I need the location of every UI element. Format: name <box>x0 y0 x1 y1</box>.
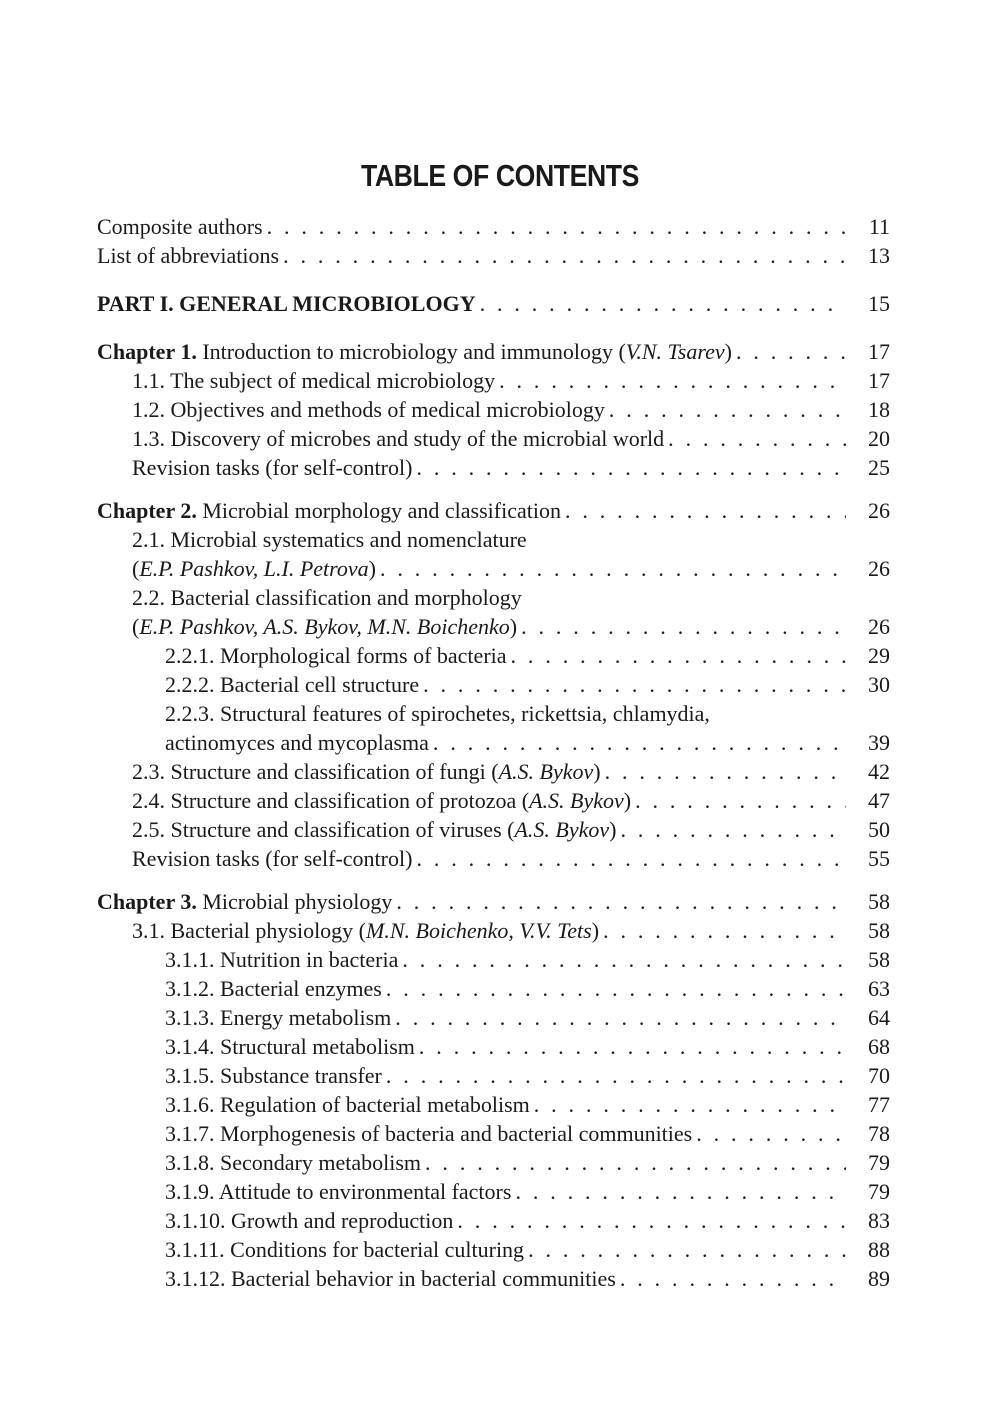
section-author: A.S. Bykov <box>514 817 610 842</box>
toc-entry-label: 2.2. Bacterial classification and morphology <box>132 585 522 610</box>
toc-entry <box>97 1177 890 1206</box>
toc-part-label: PART I. GENERAL MICROBIOLOGY <box>97 291 476 316</box>
toc-page-number: 25 <box>868 455 890 480</box>
dot-leader <box>480 289 846 318</box>
dot-leader <box>603 916 846 945</box>
section-title: 2.3. Structure and classification of fungi ( <box>132 759 499 784</box>
dot-leader <box>605 757 846 786</box>
toc-page-number: 68 <box>868 1034 890 1059</box>
section-author: E.P. Pashkov, L.I. Petrova <box>139 556 369 581</box>
close-paren: ) <box>591 918 600 943</box>
toc-entry-label: 3.1.2. Bacterial enzymes <box>165 976 382 1001</box>
toc-entry <box>97 916 890 945</box>
section-author: M.N. Boichenko, V.V. Tets <box>366 918 592 943</box>
dot-leader <box>425 1148 846 1177</box>
dot-leader <box>267 212 846 241</box>
toc-entry <box>97 757 890 786</box>
toc-entry <box>97 844 890 873</box>
toc-entry-label: 3.1.11. Conditions for bacterial culturing <box>165 1237 525 1262</box>
section-author: A.S. Bykov <box>529 788 624 813</box>
section-title: 2.4. Structure and classification of protozoa ( <box>132 788 530 813</box>
toc-entry <box>97 1264 890 1293</box>
toc-page-number: 78 <box>868 1121 890 1146</box>
chapter-number: Chapter 3. <box>97 889 197 914</box>
dot-leader <box>668 424 846 453</box>
toc-page-number: 63 <box>868 976 890 1001</box>
toc-entry-label <box>132 554 376 583</box>
toc-entry-label: 3.1.6. Regulation of bacterial metabolism <box>165 1092 530 1117</box>
close-paren: ) <box>724 339 732 364</box>
section-title: 3.1. Bacterial physiology ( <box>132 918 367 943</box>
close-paren: ) <box>609 817 617 842</box>
toc-entry <box>97 1235 890 1264</box>
page-title: TABLE OF CONTENTS <box>360 158 640 193</box>
section-author: E.P. Pashkov, A.S. Bykov, M.N. Boichenko <box>139 614 510 639</box>
dot-leader <box>423 670 846 699</box>
toc-page-number: 26 <box>868 614 890 639</box>
toc-entry <box>97 583 890 612</box>
toc-entry <box>97 395 890 424</box>
dot-leader <box>402 945 846 974</box>
dot-leader <box>380 554 846 583</box>
toc-entry-label: 3.1.4. Structural metabolism <box>165 1034 415 1059</box>
dot-leader <box>736 337 846 366</box>
toc-entry-label: 1.1. The subject of medical microbiology <box>132 368 496 393</box>
toc-entry-label: 3.1.10. Growth and reproduction <box>165 1208 454 1233</box>
table-of-contents <box>97 212 890 1293</box>
chapter-title: Microbial morphology and classification <box>196 498 561 523</box>
toc-entry <box>97 641 890 670</box>
toc-page-number: 55 <box>868 846 890 871</box>
toc-entry-label <box>97 496 561 525</box>
toc-page-number: 88 <box>868 1237 890 1262</box>
toc-page-number: 13 <box>868 243 890 268</box>
toc-entry-label: List of abbreviations <box>97 243 280 268</box>
dot-leader <box>511 641 846 670</box>
toc-entry-label: 3.1.9. Attitude to environmental factors <box>165 1179 512 1204</box>
toc-entry <box>97 815 890 844</box>
toc-page-number: 79 <box>868 1179 890 1204</box>
dot-leader <box>635 786 846 815</box>
dot-leader <box>609 395 846 424</box>
toc-entry <box>97 1061 890 1090</box>
toc-page-number: 11 <box>868 214 890 239</box>
toc-entry <box>97 786 890 815</box>
dot-leader <box>386 974 846 1003</box>
toc-entry-label: Composite authors <box>97 214 263 239</box>
toc-entry-label <box>97 887 392 916</box>
toc-entry-label <box>132 815 616 844</box>
toc-entry-label: 3.1.7. Morphogenesis of bacteria and bacterial communities <box>165 1121 693 1146</box>
toc-entry <box>97 453 890 482</box>
toc-entry <box>97 212 890 241</box>
dot-leader <box>696 1119 846 1148</box>
toc-part-heading <box>97 289 890 318</box>
dot-leader <box>565 496 846 525</box>
toc-entry-label <box>132 757 601 786</box>
toc-page-number: 58 <box>868 889 890 914</box>
dot-leader <box>283 241 846 270</box>
toc-entry-label: 3.1.3. Energy metabolism <box>165 1005 392 1030</box>
toc-entry-label <box>132 786 631 815</box>
close-paren: ) <box>623 788 632 813</box>
toc-entry-label: 2.2.1. Morphological forms of bacteria <box>165 643 507 668</box>
toc-entry-label: 2.1. Microbial systematics and nomenclature <box>132 527 527 552</box>
toc-entry <box>97 525 890 554</box>
toc-entry-label: 1.3. Discovery of microbes and study of the microbial world <box>132 426 665 451</box>
toc-page-number: 42 <box>868 759 890 784</box>
toc-chapter-entry <box>97 887 890 916</box>
dot-leader <box>521 612 846 641</box>
open-paren: ( <box>132 614 140 639</box>
toc-entry <box>97 1090 890 1119</box>
dot-leader <box>395 1003 846 1032</box>
toc-entry-label: Revision tasks (for self-control) <box>132 455 413 480</box>
section-title: 2.5. Structure and classification of viruses ( <box>132 817 515 842</box>
close-paren: ) <box>368 556 376 581</box>
toc-page-number: 58 <box>868 947 890 972</box>
toc-page-number: 30 <box>868 672 890 697</box>
toc-entry <box>97 241 890 270</box>
dot-leader <box>419 1032 846 1061</box>
toc-entry <box>97 974 890 1003</box>
toc-page-number: 89 <box>868 1266 890 1291</box>
dot-leader <box>396 887 846 916</box>
toc-entry-label: 3.1.5. Substance transfer <box>165 1063 382 1088</box>
toc-entry <box>97 366 890 395</box>
dot-leader <box>515 1177 846 1206</box>
toc-page-number: 29 <box>868 643 890 668</box>
dot-leader <box>528 1235 846 1264</box>
dot-leader <box>499 366 846 395</box>
toc-entry-continuation <box>97 612 890 641</box>
dot-leader <box>457 1206 846 1235</box>
toc-entry-continuation <box>97 728 890 757</box>
close-paren: ) <box>509 614 518 639</box>
dot-leader <box>534 1090 846 1119</box>
toc-chapter-entry <box>97 496 890 525</box>
dot-leader <box>416 844 846 873</box>
toc-entry-label: 1.2. Objectives and methods of medical microbiology <box>132 397 605 422</box>
toc-page-number: 18 <box>868 397 890 422</box>
toc-entry <box>97 1032 890 1061</box>
toc-entry-label <box>97 337 732 366</box>
toc-page-number: 83 <box>868 1208 890 1233</box>
toc-page-number: 77 <box>868 1092 890 1117</box>
chapter-author: V.N. Tsarev <box>625 339 725 364</box>
toc-entry <box>97 945 890 974</box>
toc-page-number: 79 <box>868 1150 890 1175</box>
dot-leader <box>620 815 846 844</box>
section-author: A.S. Bykov <box>498 759 594 784</box>
toc-entry-label: 2.2.2. Bacterial cell structure <box>165 672 420 697</box>
toc-page-number: 17 <box>868 368 890 393</box>
toc-page-number: 50 <box>868 817 890 842</box>
toc-page-number: 64 <box>868 1005 890 1030</box>
toc-entry-label <box>132 612 517 641</box>
dot-leader <box>386 1061 846 1090</box>
toc-page-number: 47 <box>868 788 890 813</box>
toc-entry-label: 3.1.12. Bacterial behavior in bacterial communities <box>165 1266 616 1291</box>
toc-page-number: 58 <box>868 918 890 943</box>
chapter-number: Chapter 1. <box>97 339 197 364</box>
toc-page-number: 39 <box>868 730 890 755</box>
toc-entry-label: 3.1.1. Nutrition in bacteria <box>165 947 399 972</box>
open-paren: ( <box>132 556 140 581</box>
toc-entry-label: Revision tasks (for self-control) <box>132 846 413 871</box>
close-paren: ) <box>593 759 601 784</box>
chapter-title: Microbial physiology <box>196 889 393 914</box>
toc-page-number: 26 <box>868 498 890 523</box>
toc-entry <box>97 424 890 453</box>
toc-page-number: 20 <box>868 426 890 451</box>
chapter-title: Introduction to microbiology and immunology ( <box>196 339 626 364</box>
chapter-number: Chapter 2. <box>97 498 197 523</box>
toc-entry <box>97 1148 890 1177</box>
toc-entry <box>97 699 890 728</box>
toc-entry-label: 3.1.8. Secondary metabolism <box>165 1150 422 1175</box>
toc-page-number: 26 <box>868 556 890 581</box>
toc-page-number: 17 <box>868 339 890 364</box>
dot-leader <box>620 1264 846 1293</box>
toc-entry-label: 2.2.3. Structural features of spirochetes, rickettsia, chlamydia, <box>165 701 710 726</box>
toc-entry <box>97 1206 890 1235</box>
toc-chapter-entry <box>97 337 890 366</box>
toc-entry <box>97 1003 890 1032</box>
toc-entry-continuation <box>97 554 890 583</box>
dot-leader <box>433 728 846 757</box>
toc-page-number: 15 <box>868 291 890 316</box>
toc-entry-label: actinomyces and mycoplasma <box>165 730 429 755</box>
toc-entry-label <box>132 916 599 945</box>
toc-entry <box>97 670 890 699</box>
dot-leader <box>416 453 846 482</box>
toc-entry <box>97 1119 890 1148</box>
toc-page-number: 70 <box>868 1063 890 1088</box>
